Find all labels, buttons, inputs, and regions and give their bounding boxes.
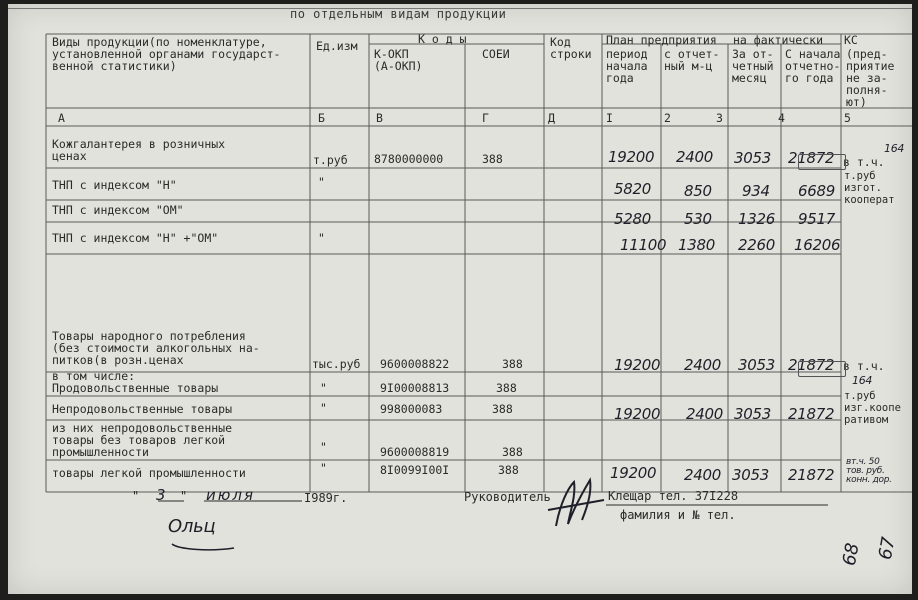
header-plan-month: с отчет- ный м-ц xyxy=(664,47,720,73)
header-soei: СОЕИ xyxy=(482,47,510,61)
left-signature: Ольц xyxy=(168,516,216,537)
header-plan-period: период начала года xyxy=(606,47,648,85)
date-day: 3 xyxy=(156,486,166,504)
row-unit: т.руб xyxy=(313,153,348,167)
row-name: ТНП с индексом "Н" xyxy=(52,178,177,192)
ink-marks xyxy=(8,4,912,594)
letter-4: 4 xyxy=(778,111,785,125)
row-plan-year: 5820 xyxy=(614,180,651,198)
row-name: ТНП с индексом "ОМ" xyxy=(52,203,184,217)
letter-1: I xyxy=(606,111,613,125)
header-plan: План предприятия xyxy=(606,33,717,47)
row-name: ТНП с индексом "Н" +"ОМ" xyxy=(52,231,219,245)
row-plan-month: 2400 xyxy=(686,405,723,423)
row-soei: 388 xyxy=(496,381,517,395)
letter-2: 2 xyxy=(664,111,671,125)
row-soei: 388 xyxy=(498,463,519,477)
row-okp: 9600008822 xyxy=(380,357,450,371)
date-quote-open: " xyxy=(132,489,140,503)
row-fact-month: 3053 xyxy=(732,466,769,484)
row-fact-month: 3053 xyxy=(734,149,771,167)
ks-164-a: 164 xyxy=(884,142,905,155)
row-plan-year: 11100 xyxy=(620,236,667,254)
row-name: Товары народного потребления (без стоимости алкогольных на- питков(в розн.ценах xyxy=(52,329,260,367)
date-quote-close: " xyxy=(180,489,188,503)
header-product: Виды продукции(по номенклатуре, установленной органами государст- венной статистики) xyxy=(52,35,281,73)
row-soei: 388 xyxy=(502,445,523,459)
date-year: I989г. xyxy=(304,491,348,505)
row-unit: " xyxy=(320,381,327,395)
header-codes: К о д ы xyxy=(418,32,467,46)
row-plan-month: 2400 xyxy=(684,356,721,374)
row-fact-month: 3053 xyxy=(738,356,775,374)
row-plan-month: 2400 xyxy=(684,466,721,484)
row-unit: " xyxy=(318,175,325,189)
row-fact-year: 9517 xyxy=(798,210,835,228)
row-fact-month: 3053 xyxy=(734,405,771,423)
page-number: 68 xyxy=(838,541,864,568)
row-soei: 388 xyxy=(492,402,513,416)
row-name: из них непродовольственные товары без товаров легкой промышленности xyxy=(52,421,233,459)
row-fact-month: 934 xyxy=(742,182,770,200)
row-name: Кожгалантерея в розничных ценах xyxy=(52,137,226,163)
manager-label: Руководитель xyxy=(464,490,551,504)
manager-name: Клещар тел. 37I228 xyxy=(608,489,739,503)
header-okp: К-ОКП (А-ОКП) xyxy=(374,47,423,73)
header-col5: (пред- приятие не за- полня- ют) xyxy=(846,47,895,109)
row-plan-year: 19200 xyxy=(614,405,661,423)
row-name: товары легкой промышленности xyxy=(52,466,246,480)
row-note: т.руб изгот. кооперат xyxy=(844,170,895,206)
row-okp: 9I00008813 xyxy=(380,381,450,395)
ks-164-b: 164 xyxy=(852,374,873,387)
right-note: вт.ч. 50 тов. руб. конн. дор. xyxy=(846,457,892,485)
row-okp: 8I0099I00I xyxy=(380,463,450,477)
letter-v: В xyxy=(376,111,383,125)
header-fact: на фактически xyxy=(733,33,824,47)
letter-a: А xyxy=(58,111,65,125)
letter-3: 3 xyxy=(716,111,723,125)
row-name: в том числе: Продовольственные товары xyxy=(52,369,219,395)
manager-signature xyxy=(548,480,604,526)
letter-g: Г xyxy=(482,111,489,125)
row-fact-year: 21872 xyxy=(788,149,835,167)
row-unit: " xyxy=(320,461,327,475)
date-month: июля xyxy=(206,486,255,504)
row-fact-year: 21872 xyxy=(788,356,835,374)
row-fact-year: 21872 xyxy=(788,405,835,423)
row-plan-year: 19200 xyxy=(610,464,657,482)
top-title: по отдельным видам продукции xyxy=(290,7,507,21)
letter-b: Б xyxy=(318,111,325,125)
row-unit: тыс.руб xyxy=(312,357,361,371)
row-fact-year: 16206 xyxy=(794,236,841,254)
header-unit: Ед.изм xyxy=(316,39,358,53)
row-unit: " xyxy=(318,231,325,245)
manager-caption: фамилия и № тел. xyxy=(620,508,736,522)
row-okp: 9600008819 xyxy=(380,445,450,459)
row-name: Непродовольственные товары xyxy=(52,402,233,416)
row-note: в т.ч. xyxy=(843,155,885,169)
row-fact-year: 21872 xyxy=(788,466,835,484)
row-soei: 388 xyxy=(482,152,503,166)
row-plan-year: 5280 xyxy=(614,210,651,228)
row-unit: " xyxy=(320,401,327,415)
page-number-2: 67 xyxy=(874,535,900,562)
header-row-code: Код строки xyxy=(550,35,592,61)
header-fact-year: С начала отчетно- го года xyxy=(785,47,841,85)
row-fact-month: 2260 xyxy=(738,236,775,254)
row-plan-year: 19200 xyxy=(614,356,661,374)
header-ks: КС xyxy=(844,33,858,47)
row-fact-year: 6689 xyxy=(798,182,835,200)
row-okp: 8780000000 xyxy=(374,152,444,166)
header-fact-month: За от- четный месяц xyxy=(732,47,774,85)
row-plan-month: 1380 xyxy=(678,236,715,254)
letter-d: Д xyxy=(548,111,555,125)
row-plan-year: 19200 xyxy=(608,148,655,166)
row-plan-month: 2400 xyxy=(676,148,713,166)
row-okp: 998000083 xyxy=(380,402,443,416)
row-unit: " xyxy=(320,440,327,454)
row-note: т.руб изг.коопе ративом xyxy=(844,390,901,426)
row-fact-month: 1326 xyxy=(738,210,775,228)
row-plan-month: 850 xyxy=(684,182,712,200)
row-soei: 388 xyxy=(502,357,523,371)
letter-5: 5 xyxy=(844,111,851,125)
row-note: в т.ч. xyxy=(843,359,885,373)
document-sheet xyxy=(8,4,912,594)
row-plan-month: 530 xyxy=(684,210,712,228)
